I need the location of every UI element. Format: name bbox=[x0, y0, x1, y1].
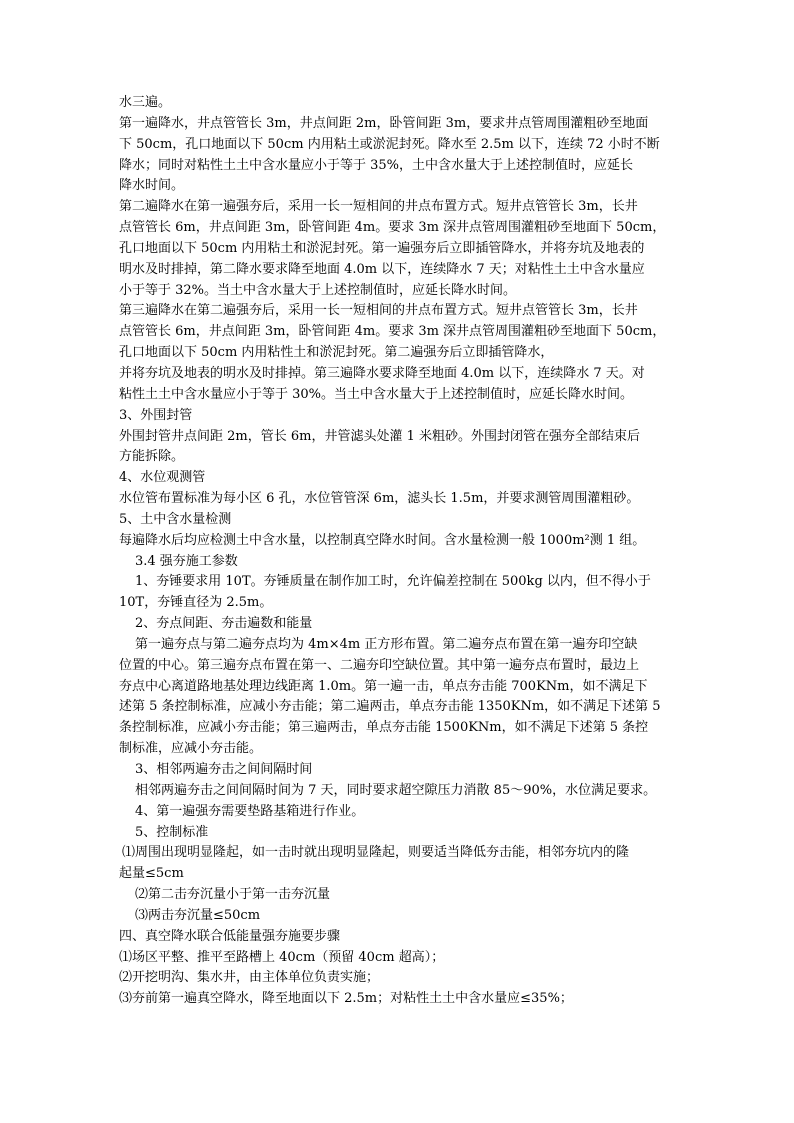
text-line: 夯点中心离道路地基处理边线距离 1.0m。第一遍一击，单点夯击能 700KNm，如不满足下 bbox=[119, 678, 648, 694]
text-line: 外围封管井点间距 2m，管长 6m，井管滤头处灌 1 米粗砂。外围封闭管在强夯全部结束后 bbox=[119, 428, 640, 444]
text-line: 述第 5 条控制标准，应减小夯击能；第二遍两击，单点夯击能 1350KNm，如不满足下述第 5 bbox=[119, 699, 661, 715]
text-line: 下 50cm，孔口地面以下 50cm 内用粘土或淤泥封死。降水至 2.5m 以下，连续 72 小时不断 bbox=[119, 136, 660, 152]
text-line: 1、夯锤要求用 10T。夯锤质量在制作加工时，允许偏差控制在 500kg 以内，但不得小于 bbox=[135, 574, 651, 590]
text-line: 10T，夯锤直径为 2.5m。 bbox=[119, 595, 273, 611]
section-heading: 3、外围封管 bbox=[119, 407, 193, 423]
list-item: ⑴场区平整、推平至路槽上 40cm（预留 40cm 超高）； bbox=[119, 949, 445, 965]
text-line: 并将夯坑及地表的明水及时排掉。第三遍降水要求降至地面 4.0m 以下，连续降水 7 天。对 bbox=[119, 365, 645, 381]
text-line: 明水及时排掉，第二降水要求降至地面 4.0m 以下，连续降水 7 天；对粘性土土中含水量应 bbox=[119, 261, 645, 277]
text-line: 第三遍降水在第二遍强夯后，采用一长一短相间的井点布置方式。短井点管管长 3m，长井 bbox=[119, 303, 638, 319]
list-item: ⑴周围出现明显隆起，如一击时就出现明显隆起，则要适当降低夯击能，相邻夯坑内的隆 bbox=[122, 845, 630, 861]
text-line: 第一遍降水，井点管管长 3m，井点间距 2m，卧管间距 3m，要求井点管周围灌粗砂至地面 bbox=[119, 115, 649, 131]
text-line: 方能拆除。 bbox=[119, 449, 185, 465]
section-heading: 2、夯点间距、夯击遍数和能量 bbox=[135, 616, 313, 632]
text-line: 位置的中心。第三遍夯点布置在第一、二遍夯印空缺位置。其中第一遍夯点布置时，最边上 bbox=[119, 657, 640, 673]
section-heading: 3.4 强夯施工参数 bbox=[135, 553, 238, 569]
text-line: 第二遍降水在第一遍强夯后，采用一长一短相间的井点布置方式。短井点管管长 3m，长井 bbox=[119, 199, 638, 215]
text-line: 降水时间。 bbox=[119, 178, 185, 194]
section-heading: 5、控制标准 bbox=[135, 824, 209, 840]
text-line: 条控制标准，应减小夯击能；第三遍两击，单点夯击能 1500KNm，如不满足下述第 5 条控 bbox=[119, 720, 649, 736]
text-line: 相邻两遍夯击之间间隔时间为 7 天，同时要求超空隙压力消散 85～90%，水位满足要求。 bbox=[135, 782, 657, 798]
list-item: ⑶两击夯沉量≤50cm bbox=[135, 907, 261, 923]
text-line: 第一遍夯点与第二遍夯点均为 4m×4m 正方形布置。第二遍夯点布置在第一遍夯印空缺 bbox=[135, 636, 638, 652]
text-line: 水三遍。 bbox=[119, 95, 172, 110]
section-heading: 5、土中含水量检测 bbox=[119, 511, 232, 527]
text-line: 每遍降水后均应检测土中含水量，以控制真空降水时间。含水量检测一般 1000m²测 1 组。 bbox=[119, 532, 646, 548]
list-item: ⑵第二击夯沉量小于第一击夯沉量 bbox=[135, 887, 331, 903]
text-line: 起量≤5cm bbox=[119, 866, 184, 882]
text-line: 孔口地面以下 50cm 内用粘性土和淤泥封死。第二遍强夯后立即插管降水， bbox=[119, 345, 554, 361]
section-heading: 4、第一遍强夯需要垫路基箱进行作业。 bbox=[135, 803, 365, 819]
section-heading: 4、水位观测管 bbox=[119, 470, 206, 486]
text-line: 点管管长 6m，井点间距 3m，卧管间距 4m。要求 3m 深井点管周围灌粗砂至地面下 50cm， bbox=[119, 220, 666, 236]
text-line: 点管管长 6m，井点间距 3m，卧管间距 4m。要求 3m 深井点管周围灌粗砂至地面下 50cm， bbox=[119, 324, 666, 340]
section-heading: 四、真空降水联合低能量强夯施要步骤 bbox=[119, 928, 341, 944]
text-line: 制标准，应减小夯击能。 bbox=[119, 741, 263, 757]
list-item: ⑵开挖明沟、集水井，由主体单位负责实施； bbox=[119, 970, 380, 986]
section-heading: 3、相邻两遍夯击之间间隔时间 bbox=[135, 762, 313, 777]
text-line: 水位管布置标准为每小区 6 孔，水位管管深 6m，滤头长 1.5m，并要求测管周围灌粗砂。 bbox=[119, 491, 640, 507]
text-line: 小于等于 32%。当土中含水量大于上述控制值时，应延长降水时间。 bbox=[119, 282, 517, 298]
text-line: 粘性土土中含水量应小于等于 30%。当土中含水量大于上述控制值时，应延长降水时间。 bbox=[119, 386, 634, 402]
document-page bbox=[119, 93, 679, 1010]
list-item: ⑶夯前第一遍真空降水，降至地面以下 2.5m；对粘性土土中含水量应≤35%； bbox=[119, 991, 573, 1007]
text-line: 降水；同时对粘性土土中含水量应小于等于 35%，土中含水量大于上述控制值时，应延长 bbox=[119, 157, 634, 173]
text-line: 孔口地面以下 50cm 内用粘土和淤泥封死。第一遍强夯后立即插管降水，并将夯坑及地表的 bbox=[119, 240, 645, 256]
